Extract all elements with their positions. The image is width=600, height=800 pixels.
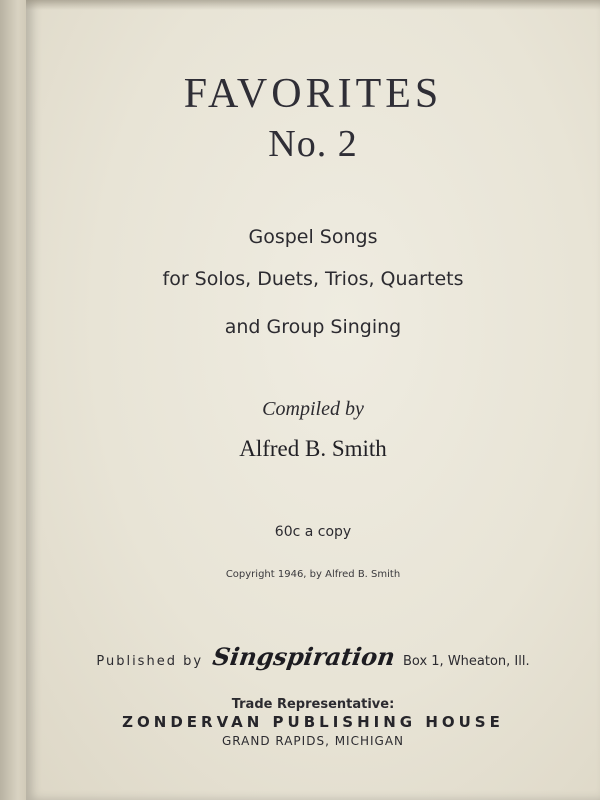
description-line-2: for Solos, Duets, Trios, Quartets — [162, 268, 464, 290]
trade-representative-location: GRAND RAPIDS, MICHIGAN — [221, 734, 405, 748]
title-page — [26, 0, 600, 800]
description-line-1: Gospel Songs — [248, 226, 378, 248]
description-line-3: and Group Singing — [224, 316, 402, 338]
page-top-shadow — [26, 0, 600, 10]
trade-representative-name: ZONDERVAN PUBLISHING HOUSE — [122, 713, 504, 731]
publisher-line — [26, 642, 600, 671]
trade-representative-label: Trade Representative: — [231, 697, 395, 712]
published-by-label: Published by — [96, 654, 204, 669]
publisher-address: Box 1, Wheaton, Ill. — [402, 654, 530, 669]
book-title: FAVORITES — [183, 71, 443, 117]
price-text: 60c a copy — [274, 524, 352, 540]
book-number: No. 2 — [268, 123, 358, 165]
copyright-notice: Copyright 1946, by Alfred B. Smith — [225, 569, 401, 580]
compiled-by-label: Compiled by — [262, 398, 364, 420]
author-name: Alfred B. Smith — [239, 436, 387, 461]
publisher-brand-logo: Singspiration — [210, 642, 398, 671]
